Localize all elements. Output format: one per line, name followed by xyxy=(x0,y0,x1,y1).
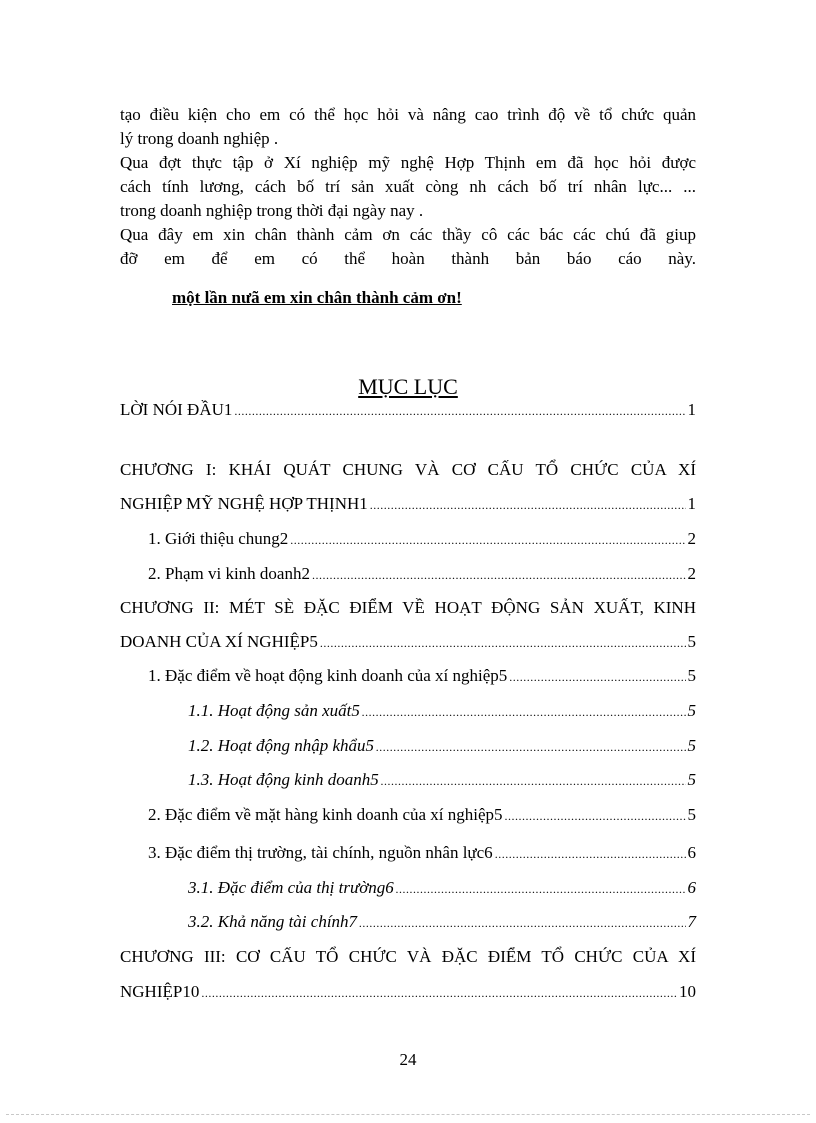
toc-entry[interactable] xyxy=(188,878,696,898)
toc-entry[interactable] xyxy=(148,564,696,584)
toc-leader-dots xyxy=(505,809,686,824)
toc-entry[interactable] xyxy=(148,805,696,825)
toc-entry-text: 3.1. Đặc điểm của thị trường6 xyxy=(188,878,394,897)
toc-entry-text: NGHIỆP10 xyxy=(120,982,200,1001)
text-line: Qua đợt thực tập ở Xí nghiệp mỹ nghệ Hợp Thịnh em đã học hỏi được xyxy=(120,153,696,172)
page-edge-divider xyxy=(6,1114,810,1115)
toc-chapter-line[interactable]: CHƯƠNG I: KHÁI QUÁT CHUNG VÀ CƠ CẤU TỔ CHỨC CỦA XÍ xyxy=(120,460,696,479)
toc-leader-dots xyxy=(370,498,686,513)
toc-entry-page: 7 xyxy=(687,912,696,931)
toc-entry-text: 1.1. Hoạt động sản xuất5 xyxy=(188,701,360,720)
toc-entry-page: 1 xyxy=(687,400,696,419)
toc-entry[interactable] xyxy=(148,666,696,686)
text-line: tạo điều kiện cho em có thể học hỏi và nâng cao trình độ về tổ chức quản xyxy=(120,105,696,124)
toc-entry[interactable] xyxy=(120,982,696,1002)
toc-entry-text: 1. Giới thiệu chung2 xyxy=(148,529,289,548)
toc-entry[interactable] xyxy=(188,912,696,932)
text-line: cách tính lương, cách bố trí sản xuất còng nh cách bố trí nhân lực... ... xyxy=(120,177,696,196)
toc-entry[interactable] xyxy=(148,843,696,863)
toc-leader-dots xyxy=(320,636,686,651)
intro-paragraph-3 xyxy=(120,223,696,271)
toc-chapter-line[interactable]: CHƯƠNG II: MÉT SÈ ĐẶC ĐIỂM VỀ HOẠT ĐỘNG SẢN XUẤT, KINH xyxy=(120,598,696,617)
toc-entry[interactable] xyxy=(120,400,696,420)
toc-entry[interactable] xyxy=(148,529,696,549)
toc-entry-text: NGHIỆP MỸ NGHỆ HỢP THỊNH1 xyxy=(120,494,368,513)
toc-leader-dots xyxy=(234,404,685,419)
toc-entry-text: 3. Đặc điểm thị trường, tài chính, nguồn nhân lực6 xyxy=(148,843,493,862)
toc-leader-dots xyxy=(201,986,677,1001)
toc-entry-page: 10 xyxy=(679,982,696,1001)
intro-paragraph-2 xyxy=(120,151,696,223)
toc-entry-text: 3.2. Khả năng tài chính7 xyxy=(188,912,358,931)
toc-entry-text: 1. Đặc điểm về hoạt động kinh doanh của xí nghiệp5 xyxy=(148,666,508,685)
toc-entry[interactable] xyxy=(188,770,696,790)
toc-entry-page: 5 xyxy=(687,666,696,685)
toc-leader-dots xyxy=(312,568,686,583)
toc-entry-text: 2. Đặc điểm về mặt hàng kinh doanh của xí nghiệp5 xyxy=(148,805,503,824)
toc-entry-page: 5 xyxy=(687,701,696,720)
toc-title: MỤC LỤC xyxy=(358,374,458,399)
toc-entry-page: 5 xyxy=(687,632,696,651)
text-line: lý trong doanh nghiệp . xyxy=(120,129,279,148)
text-line: đỡ em để em có thể hoàn thành bản báo cáo này. xyxy=(120,249,696,268)
text-line: trong doanh nghiệp trong thời đại ngày nay . xyxy=(120,201,424,220)
toc-leader-dots xyxy=(376,740,685,755)
toc-entry[interactable] xyxy=(120,632,696,652)
toc-entry[interactable] xyxy=(188,736,696,756)
toc-entry-page: 5 xyxy=(687,770,696,789)
toc-leader-dots xyxy=(396,882,686,897)
intro-paragraph-1 xyxy=(120,103,696,151)
toc-entry-page: 5 xyxy=(687,736,696,755)
toc-chapter-line[interactable]: CHƯƠNG III: CƠ CẤU TỔ CHỨC VÀ ĐẶC ĐIỂM TỔ CHỨC CỦA XÍ xyxy=(120,947,696,966)
toc-leader-dots xyxy=(509,670,685,685)
toc-entry-page: 6 xyxy=(687,878,696,897)
text-line: Qua đây em xin chân thành cảm ơn các thầy cô các bác các chú đã giup xyxy=(120,225,696,244)
toc-entry-text: 1.3. Hoạt động kinh doanh5 xyxy=(188,770,379,789)
toc-leader-dots xyxy=(359,916,685,931)
toc-entry-text: 2. Phạm vi kinh doanh2 xyxy=(148,564,310,583)
toc-entry-page: 5 xyxy=(687,805,696,824)
toc-leader-dots xyxy=(381,774,686,789)
toc-entry-page: 6 xyxy=(687,843,696,862)
toc-entry-text: LỜI NÓI ĐẦU1 xyxy=(120,400,233,419)
toc-leader-dots xyxy=(495,847,686,862)
toc-entry-page: 1 xyxy=(687,494,696,513)
toc-entry[interactable] xyxy=(120,494,696,514)
toc-leader-dots xyxy=(362,705,686,720)
toc-entry-text: DOANH CỦA XÍ NGHIỆP5 xyxy=(120,632,318,651)
toc-entry[interactable] xyxy=(188,701,696,721)
page-number: 24 xyxy=(399,1050,417,1069)
closing-thanks: một lần nưã em xin chân thành cảm ơn! xyxy=(172,288,462,307)
toc-entry-page: 2 xyxy=(687,529,696,548)
toc-entry-page: 2 xyxy=(687,564,696,583)
toc-entry-text: 1.2. Hoạt động nhập khẩu5 xyxy=(188,736,375,755)
toc-leader-dots xyxy=(290,533,685,548)
